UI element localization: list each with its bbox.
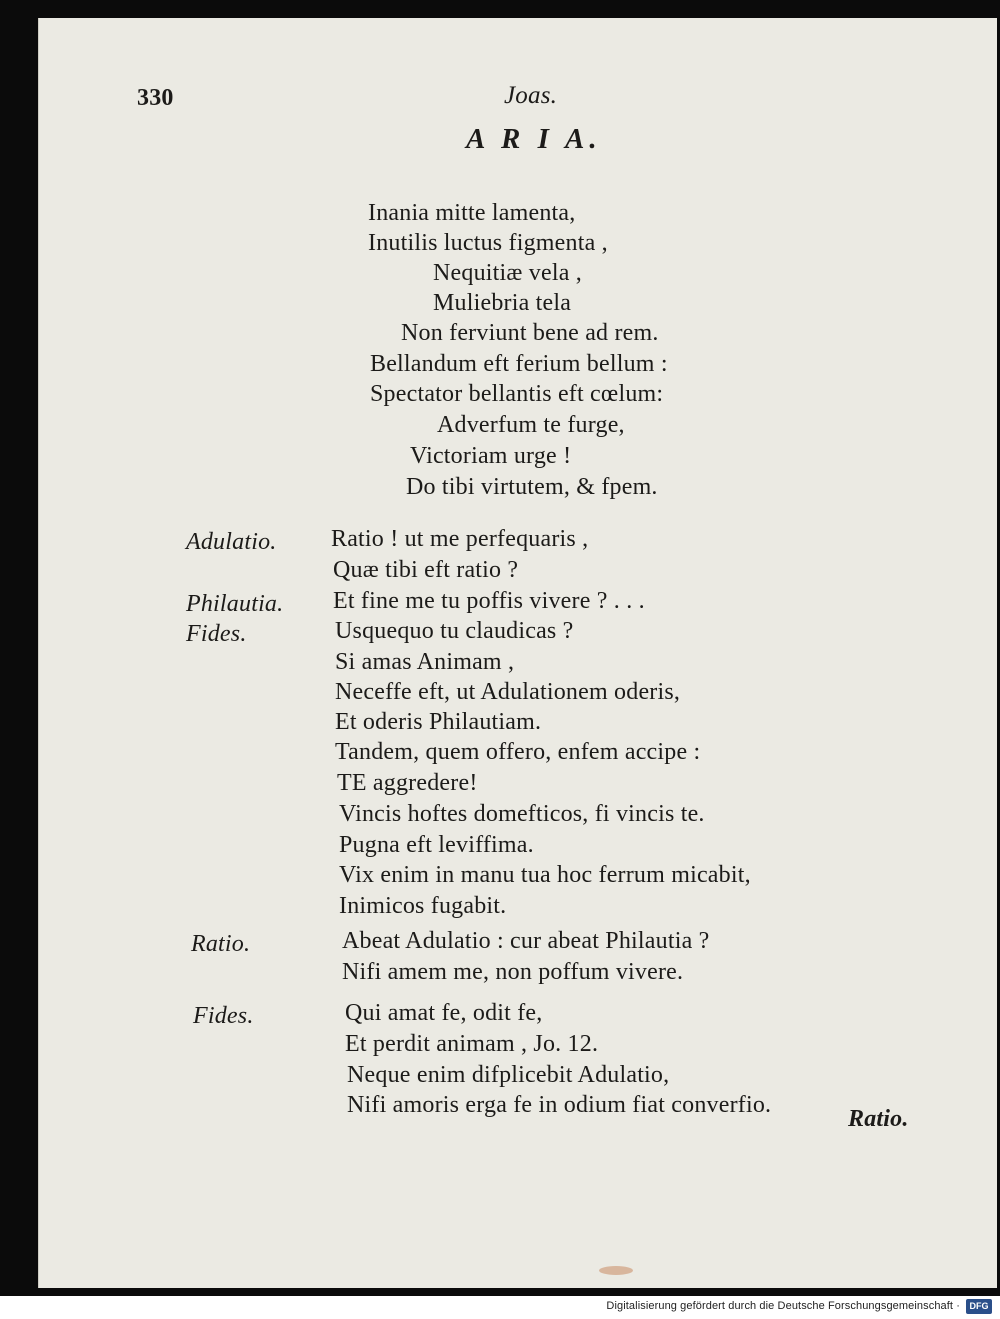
aria-line: Bellandum eft ferium bellum : (370, 351, 668, 377)
aria-line: Spectator bellantis eft cœlum: (370, 381, 664, 407)
dialogue-line: Nifi amoris erga fe in odium fiat converfio. (347, 1092, 772, 1118)
speaker-label: Ratio. (191, 931, 251, 957)
dfg-logo-icon: DFG (966, 1299, 992, 1314)
dialogue-line: Quæ tibi eft ratio ? (333, 557, 519, 583)
speaker-label: Adulatio. (186, 529, 277, 555)
footer-credit-bar (0, 1296, 1000, 1319)
paper-stain (599, 1266, 633, 1275)
dialogue-line: Et oderis Philautiam. (335, 709, 542, 735)
dialogue-line: TE aggredere! (337, 770, 478, 796)
aria-line: Adverfum te furge, (437, 412, 625, 438)
aria-line: Victoriam urge ! (410, 443, 572, 469)
dialogue-line: Neque enim difplicebit Adulatio, (347, 1062, 670, 1088)
dialogue-line: Tandem, quem offero, enfem accipe : (335, 739, 701, 765)
dialogue-line: Et perdit animam , Jo. 12. (345, 1031, 599, 1057)
speaker-label: Philautia. (186, 591, 284, 617)
aria-line: Inutilis luctus figmenta , (368, 230, 608, 256)
aria-line: Inania mitte lamenta, (368, 200, 576, 226)
dialogue-line: Neceffe eft, ut Adulationem oderis, (335, 679, 681, 705)
dialogue-line: Pugna eft leviffima. (339, 832, 534, 858)
page-number: 330 (137, 85, 174, 111)
dialogue-line: Vincis hoftes domefticos, fi vincis te. (339, 801, 705, 827)
dialogue-line: Usquequo tu claudicas ? (335, 618, 574, 644)
aria-line: Nequitiæ vela , (433, 260, 582, 286)
dialogue-line: Si amas Animam , (335, 649, 515, 675)
speaker-label: Fides. (186, 621, 247, 647)
running-head: Joas. (504, 82, 558, 109)
catchword: Ratio. (848, 1106, 909, 1132)
dialogue-line: Et fine me tu poffis vivere ? . . . (333, 588, 645, 614)
aria-heading: A R I A. (466, 123, 602, 155)
footer-credit-text: Digitalisierung gefördert durch die Deutsche Forschungsgemeinschaft · (606, 1300, 960, 1312)
dialogue-line: Ratio ! ut me perfequaris , (331, 526, 589, 552)
dialogue-line: Qui amat fe, odit fe, (345, 1000, 543, 1026)
speaker-label: Fides. (193, 1003, 254, 1029)
dialogue-line: Nifi amem me, non poffum vivere. (342, 959, 684, 985)
dialogue-line: Vix enim in manu tua hoc ferrum micabit, (339, 862, 751, 888)
aria-line: Do tibi virtutem, & fpem. (406, 474, 658, 500)
dialogue-line: Abeat Adulatio : cur abeat Philautia ? (342, 928, 710, 954)
aria-line: Muliebria tela (433, 290, 572, 316)
dialogue-line: Inimicos fugabit. (339, 893, 507, 919)
aria-line: Non ferviunt bene ad rem. (401, 320, 659, 346)
